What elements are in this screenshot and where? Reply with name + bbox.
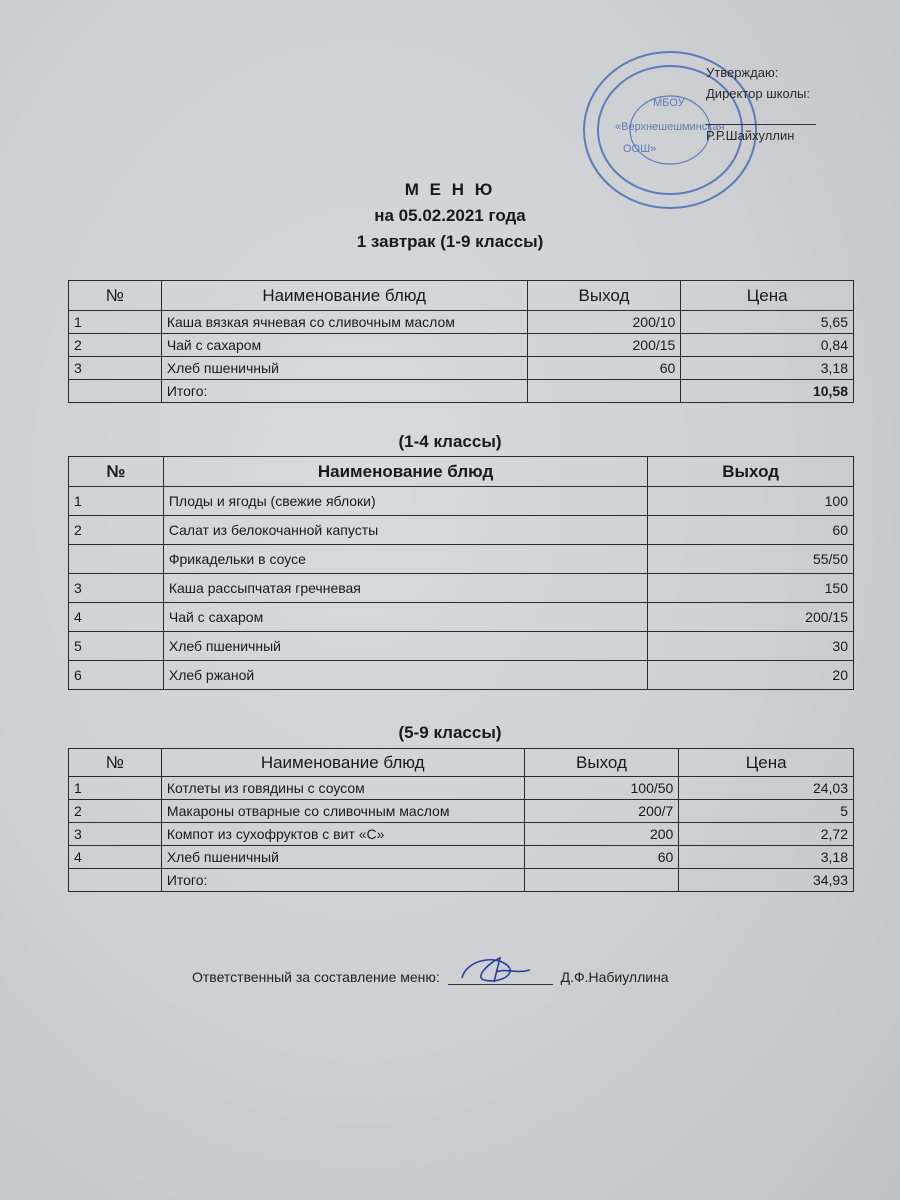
cell-output: 200/15 (648, 603, 854, 632)
cell-name: Макароны отварные со сливочным маслом (161, 800, 524, 823)
approval-line2: Директор школы: (706, 86, 810, 101)
cell-no: 2 (69, 516, 164, 545)
cell-no: 3 (69, 357, 162, 380)
cell-price: 3,18 (681, 357, 854, 380)
cell-name: Чай с сахаром (161, 334, 527, 357)
footer-responsible (192, 969, 669, 985)
table-row (69, 334, 854, 357)
cell-name: Каша вязкая ячневая со сливочным маслом (161, 311, 527, 334)
col-name: Наименование блюд (161, 281, 527, 311)
table-row (69, 846, 854, 869)
cell-no (69, 869, 162, 892)
col-output: Выход (524, 749, 679, 777)
table-row (69, 487, 854, 516)
table-header-row (69, 749, 854, 777)
cell-no: 1 (69, 311, 162, 334)
table-row (69, 603, 854, 632)
table-header-row (69, 281, 854, 311)
cell-price: 0,84 (681, 334, 854, 357)
cell-no: 4 (69, 603, 164, 632)
menu-subtitle: 1 завтрак (1-9 классы) (356, 232, 544, 251)
table-row (69, 516, 854, 545)
col-price: Цена (681, 281, 854, 311)
approval-signature-line (706, 110, 816, 125)
cell-no: 4 (69, 846, 162, 869)
cell-output: 60 (524, 846, 679, 869)
cell-output: 60 (527, 357, 681, 380)
cell-no: 3 (69, 574, 164, 603)
cell-name: Хлеб пшеничный (161, 846, 524, 869)
cell-output (527, 380, 681, 403)
table-row (69, 777, 854, 800)
cell-price: 3,18 (679, 846, 854, 869)
cell-name: Чай с сахаром (163, 603, 647, 632)
table-row (69, 661, 854, 690)
cell-name: Компот из сухофруктов с вит «С» (161, 823, 524, 846)
col-output: Выход (527, 281, 681, 311)
table-row (69, 574, 854, 603)
col-number: № (69, 281, 162, 311)
cell-output: 200 (524, 823, 679, 846)
cell-no (69, 380, 162, 403)
signature-icon (456, 952, 536, 988)
cell-name: Хлеб пшеничный (161, 357, 527, 380)
table-row (69, 823, 854, 846)
cell-output: 200/10 (527, 311, 681, 334)
approval-line1: Утверждаю: (706, 65, 779, 80)
stamp-text-top: МБОУ (653, 97, 685, 109)
cell-price: 5,65 (681, 311, 854, 334)
total-label: Итого: (161, 380, 527, 403)
total-value: 34,93 (679, 869, 854, 892)
signature-line (448, 970, 553, 985)
cell-name: Хлеб пшеничный (163, 632, 647, 661)
cell-output: 200/7 (524, 800, 679, 823)
cell-no: 1 (69, 777, 162, 800)
table-row (69, 800, 854, 823)
cell-no: 1 (69, 487, 164, 516)
cell-output: 100 (648, 487, 854, 516)
cell-no: 2 (69, 334, 162, 357)
total-row (69, 869, 854, 892)
cell-no: 5 (69, 632, 164, 661)
cell-output: 60 (648, 516, 854, 545)
col-output: Выход (648, 457, 854, 487)
cell-output: 100/50 (524, 777, 679, 800)
approval-name: Р.Р.Шайхуллин (706, 128, 795, 143)
cell-name: Котлеты из говядины с соусом (161, 777, 524, 800)
table-row (69, 311, 854, 334)
footer-name: Д.Ф.Набиуллина (560, 969, 669, 985)
cell-no (69, 545, 164, 574)
breakfast-table (68, 280, 854, 403)
total-value: 10,58 (681, 380, 854, 403)
cell-output (524, 869, 679, 892)
col-number: № (69, 457, 164, 487)
cell-name: Каша рассыпчатая гречневая (163, 574, 647, 603)
cell-no: 6 (69, 661, 164, 690)
cell-name: Фрикадельки в соусе (163, 545, 647, 574)
cell-price: 24,03 (679, 777, 854, 800)
col-number: № (69, 749, 162, 777)
stamp-text-mid: «Верхнешешминская (615, 121, 725, 133)
cell-no: 3 (69, 823, 162, 846)
menu-title: М Е Н Ю (404, 180, 496, 199)
stamp-text-bot: ООШ» (623, 143, 657, 155)
cell-price: 5 (679, 800, 854, 823)
approval-block (706, 62, 900, 146)
table-row (69, 545, 854, 574)
cell-output: 20 (648, 661, 854, 690)
cell-name: Хлеб ржаной (163, 661, 647, 690)
cell-name: Салат из белокочанной капусты (163, 516, 647, 545)
cell-output: 30 (648, 632, 854, 661)
total-row (69, 380, 854, 403)
total-label: Итого: (161, 869, 524, 892)
cell-price: 2,72 (679, 823, 854, 846)
cell-output: 150 (648, 574, 854, 603)
col-price: Цена (679, 749, 854, 777)
col-name: Наименование блюд (163, 457, 647, 487)
section-title-1-4: (1-4 классы) (398, 432, 502, 451)
table-row (69, 357, 854, 380)
footer-label: Ответственный за составление меню: (192, 969, 440, 985)
cell-output: 55/50 (648, 545, 854, 574)
table-row (69, 632, 854, 661)
grades-1-4-table (68, 456, 854, 690)
cell-no: 2 (69, 800, 162, 823)
menu-date: на 05.02.2021 года (374, 206, 526, 225)
grades-5-9-table (68, 748, 854, 892)
cell-output: 200/15 (527, 334, 681, 357)
cell-name: Плоды и ягоды (свежие яблоки) (163, 487, 647, 516)
col-name: Наименование блюд (161, 749, 524, 777)
table-header-row (69, 457, 854, 487)
section-title-5-9: (5-9 классы) (398, 723, 502, 742)
